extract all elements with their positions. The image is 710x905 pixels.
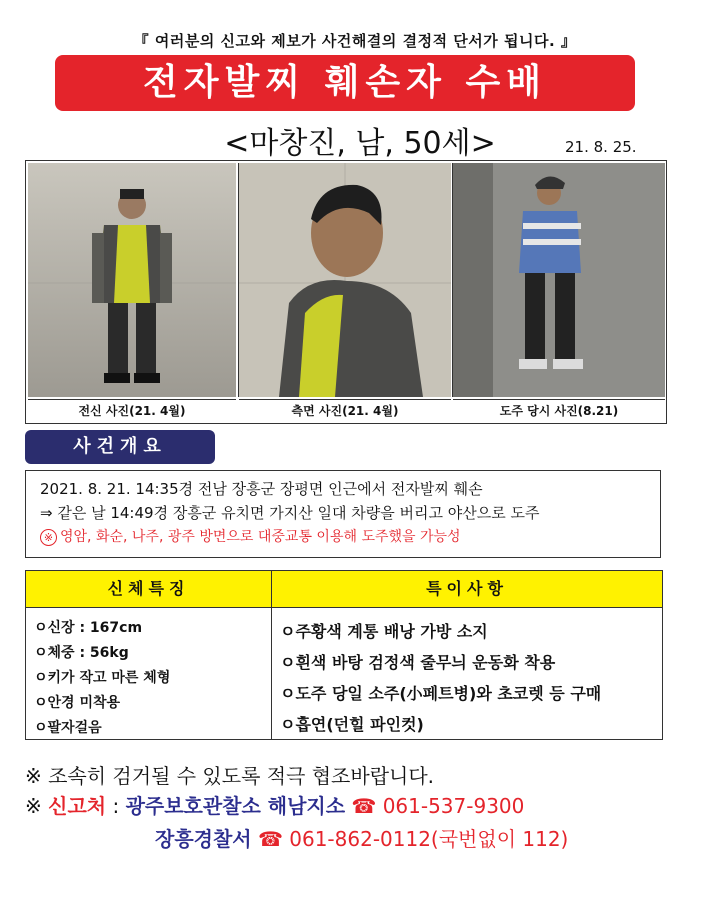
report-label: 신고처 xyxy=(48,794,107,818)
report-org-2: 장흥경찰서 xyxy=(155,827,252,851)
summary-line-note xyxy=(26,525,660,549)
photo-caption: 전신 사진(21. 4월) xyxy=(28,399,236,422)
phone-icon: ☎ xyxy=(257,827,283,851)
section-title: 사건개요 xyxy=(25,430,215,464)
phone-icon: ☎ xyxy=(351,794,377,818)
incident-summary xyxy=(25,470,661,558)
cooperation-notice: ※ 조속히 검거될 수 있도록 적극 협조바랍니다. xyxy=(25,764,435,788)
report-phone-2: 061-862-0112(국번없이 112) xyxy=(289,827,569,851)
photo-panel xyxy=(25,160,667,424)
table-header-special: 특이사항 xyxy=(272,571,662,608)
photo-caption: 측면 사진(21. 4월) xyxy=(239,399,451,422)
summary-note-text: 영암, 화순, 나주, 광주 방면으로 대중교통 이용해 도주했을 가능성 xyxy=(60,529,461,545)
report-org-1: 광주보호관찰소 해남지소 xyxy=(125,794,346,818)
table-header-physical: 신체특징 xyxy=(26,571,271,608)
list-item: ㅇ흰색 바탕 검정색 줄무늬 운동화 착용 xyxy=(280,653,556,672)
list-item: ㅇ팔자걸음 xyxy=(34,720,102,736)
reference-mark-icon: ※ xyxy=(40,529,57,546)
banner-title: 전자발찌 훼손자 수배 xyxy=(55,55,635,111)
special-notes xyxy=(272,608,662,739)
report-line-2 xyxy=(155,823,568,852)
feature-table xyxy=(25,570,663,740)
report-line-1 xyxy=(25,790,524,819)
list-item: ㅇ키가 작고 마른 체형 xyxy=(34,670,171,686)
slogan: 『 여러분의 신고와 제보가 사건해결의 결정적 단서가 됩니다. 』 xyxy=(133,32,577,50)
list-item: ㅇ안경 미착용 xyxy=(34,695,121,711)
summary-line: ⇒ 같은 날 14:49경 장흥군 유치면 가지산 일대 차량을 버리고 야산으로 도주 xyxy=(40,504,540,522)
subtitle: <마창진, 남, 50세> xyxy=(224,126,496,161)
photo-escape-cctv xyxy=(452,163,665,418)
list-item: ㅇ주황색 계통 배낭 가방 소지 xyxy=(280,622,488,641)
list-item: ㅇ신장 : 167cm xyxy=(34,620,143,636)
report-phone-1: 061-537-9300 xyxy=(382,794,525,818)
summary-line: 2021. 8. 21. 14:35경 전남 장흥군 장평면 인근에서 전자발찌 훼손 xyxy=(40,480,483,498)
photo-full-body xyxy=(28,163,236,418)
physical-features xyxy=(26,608,271,739)
photo-side-profile xyxy=(238,163,451,418)
photo-caption: 도주 당시 사진(8.21) xyxy=(453,399,665,422)
list-item: ㅇ흡연(던힐 파인컷) xyxy=(280,715,424,734)
report-separator: : xyxy=(112,794,120,818)
date: 21. 8. 25. xyxy=(565,138,637,156)
reference-mark: ※ xyxy=(25,794,42,818)
list-item: ㅇ도주 당일 소주(小페트병)와 초코렛 등 구매 xyxy=(280,684,602,703)
list-item: ㅇ체중 : 56kg xyxy=(34,645,129,661)
